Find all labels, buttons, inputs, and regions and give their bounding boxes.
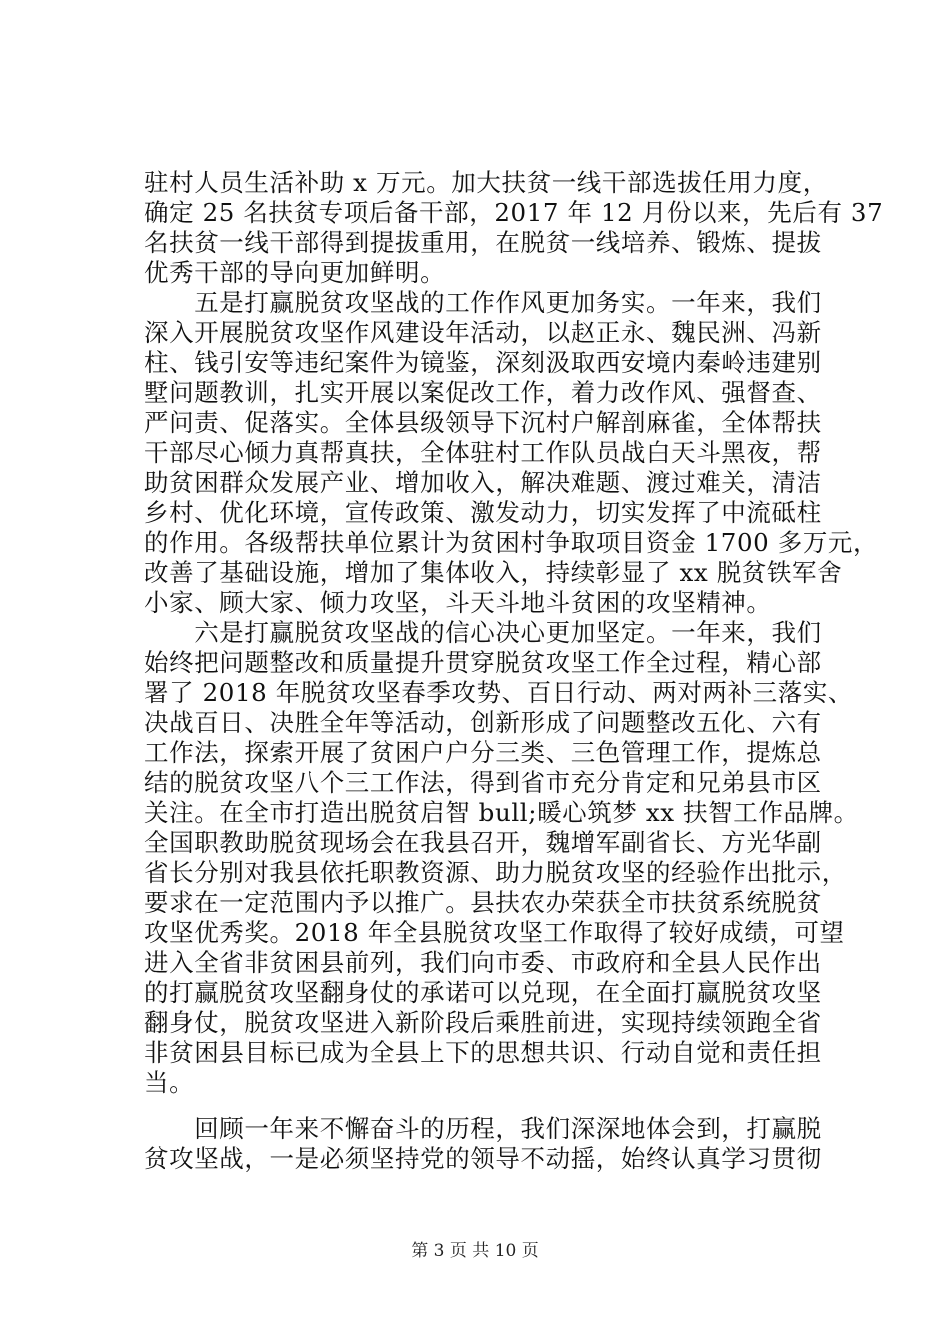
text-line: 严问责、促落实。全体县级领导下沉村户解剖麻雀，全体帮扶	[144, 408, 822, 437]
text-line: 非贫困县目标已成为全县上下的思想共识、行动自觉和责任担	[144, 1038, 822, 1067]
text-line: 驻村人员生活补助 x 万元。加大扶贫一线干部选拔任用力度，	[144, 168, 828, 197]
text-line: 墅问题教训，扎实开展以案促改工作，着力改作风、强督查、	[144, 378, 822, 407]
text-line: 进入全省非贫困县前列，我们向市委、市政府和全县人民作出	[144, 948, 822, 977]
paragraph-gap	[144, 1098, 834, 1114]
text-line: 的打赢脱贫攻坚翻身仗的承诺可以兑现，在全面打赢脱贫攻坚	[144, 978, 822, 1007]
text-line: 的作用。各级帮扶单位累计为贫困村争取项目资金 1700 多万元，	[144, 528, 879, 557]
text-line: 确定 25 名扶贫专项后备干部，2017 年 12 月份以来，先后有 37	[144, 198, 884, 227]
text-line: 小家、顾大家、倾力攻坚，斗天斗地斗贫困的攻坚精神。	[144, 588, 772, 617]
text-line: 翻身仗，脱贫攻坚进入新阶段后乘胜前进，实现持续领跑全省	[144, 1008, 822, 1037]
text-line: 工作法，探索开展了贫困户户分三类、三色管理工作，提炼总	[144, 738, 822, 767]
text-line: 要求在一定范围内予以推广。县扶农办荣获全市扶贫系统脱贫	[144, 888, 822, 917]
text-line: 决战百日、决胜全年等活动，创新形成了问题整改五化、六有	[144, 708, 822, 737]
text-line: 深入开展脱贫攻坚作风建设年活动，以赵正永、魏民洲、冯新	[144, 318, 822, 347]
text-line: 当。	[144, 1068, 195, 1097]
text-line: 贫攻坚战，一是必须坚持党的领导不动摇，始终认真学习贯彻	[144, 1144, 822, 1173]
text-line: 助贫困群众发展产业、增加收入，解决难题、渡过难关，清洁	[144, 468, 822, 497]
text-line: 结的脱贫攻坚八个三工作法，得到省市充分肯定和兄弟县市区	[144, 768, 822, 797]
text-line: 全国职教助脱贫现场会在我县召开，魏增军副省长、方光华副	[144, 828, 822, 857]
text-line: 干部尽心倾力真帮真扶，全体驻村工作队员战白天斗黑夜，帮	[144, 438, 822, 467]
text-line: 署了 2018 年脱贫攻坚春季攻势、百日行动、两对两补三落实、	[144, 678, 854, 707]
paragraph-start-line: 回顾一年来不懈奋斗的历程，我们深深地体会到，打赢脱	[144, 1114, 822, 1143]
paragraph-start-line: 六是打赢脱贫攻坚战的信心决心更加坚定。一年来，我们	[144, 618, 822, 647]
text-line: 乡村、优化环境，宣传政策、激发动力，切实发挥了中流砥柱	[144, 498, 822, 527]
paragraph-start-line: 五是打赢脱贫攻坚战的工作作风更加务实。一年来，我们	[144, 288, 822, 317]
text-line: 优秀干部的导向更加鲜明。	[144, 258, 446, 287]
text-line: 改善了基础设施，增加了集体收入，持续彰显了 xx 脱贫铁军舍	[144, 558, 843, 587]
text-line: 关注。在全市打造出脱贫启智 bull;暖心筑梦 xx 扶智工作品牌。	[144, 798, 859, 827]
text-line: 名扶贫一线干部得到提拔重用，在脱贫一线培养、锻炼、提拔	[144, 228, 822, 257]
text-line: 始终把问题整改和质量提升贯穿脱贫攻坚工作全过程，精心部	[144, 648, 822, 677]
text-line: 柱、钱引安等违纪案件为镜鉴，深刻汲取西安境内秦岭违建别	[144, 348, 822, 377]
page-number-footer: 第 3 页 共 10 页	[411, 1241, 539, 1261]
document-body	[144, 168, 884, 1174]
text-line: 攻坚优秀奖。2018 年全县脱贫攻坚工作取得了较好成绩，可望	[144, 918, 845, 947]
text-line: 省长分别对我县依托职教资源、助力脱贫攻坚的经验作出批示，	[144, 858, 847, 887]
